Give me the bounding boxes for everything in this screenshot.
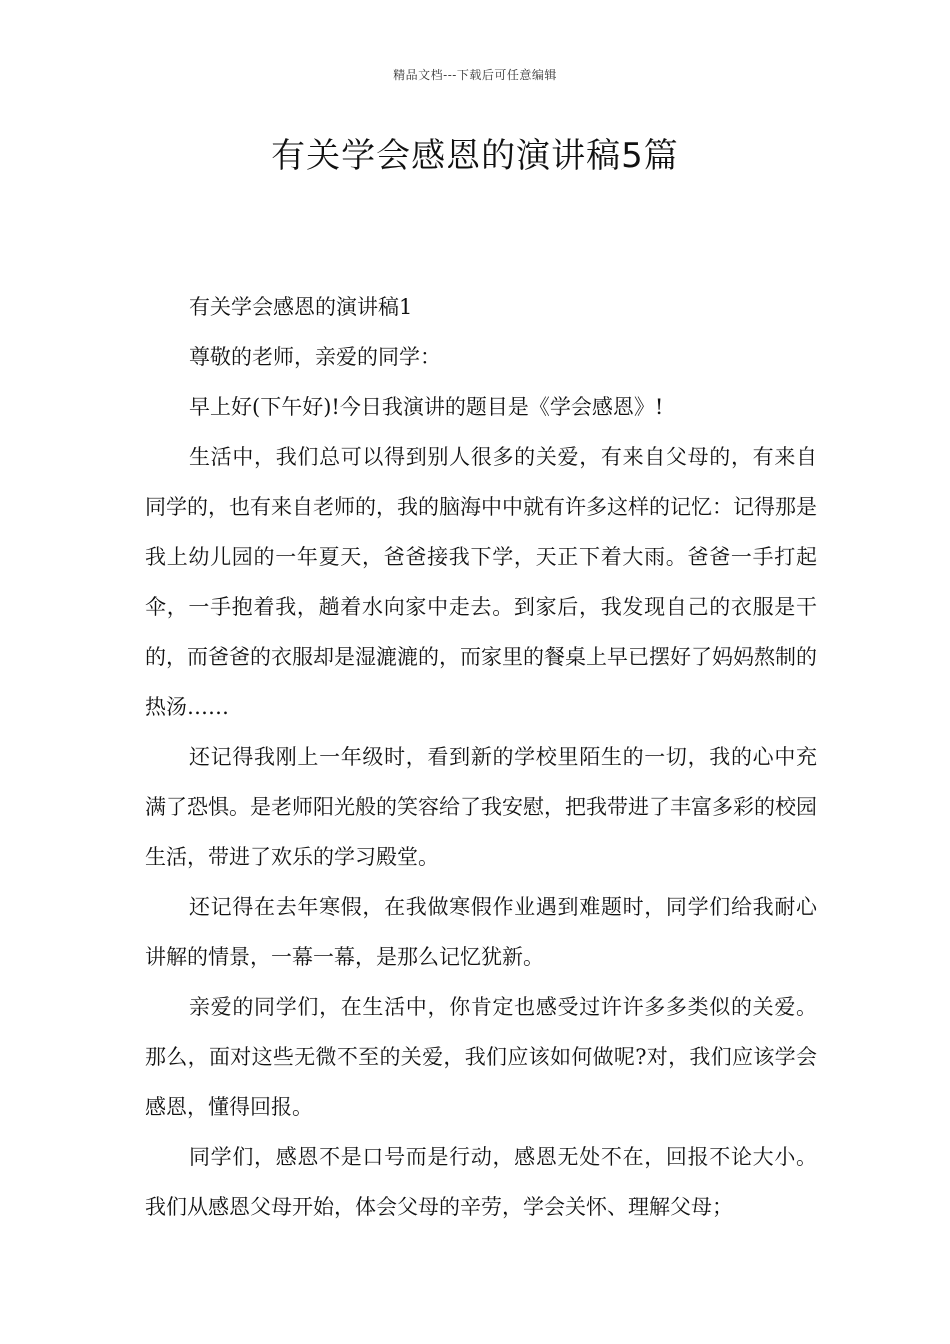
header-note: 精品文档---下载后可任意编辑 (393, 68, 557, 82)
paragraph-body: 生活中，我们总可以得到别人很多的关爱，有来自父母的，有来自同学的，也有来自老师的，我的脑海中中就有许多这样的记忆：记得那是我上幼儿园的一年夏天，爸爸接我下学，天正下着大雨。爸爸一手打起伞，一手抱着我，趟着水向家中走去。到家后，我发现自己的衣服是干的，而爸爸的衣服却是湿漉漉的，而家里的餐桌上早已摆好了妈妈熬制的热汤…… (145, 445, 817, 719)
document-title: 有关学会感恩的演讲稿5篇 (271, 136, 679, 176)
paragraph-body: 还记得在去年寒假，在我做寒假作业遇到难题时，同学们给我耐心讲解的情景，一幕一幕，是那么记忆犹新。 (145, 895, 817, 969)
paragraph-body: 亲爱的同学们，在生活中，你肯定也感受过许许多多类似的关爱。那么，面对这些无微不至的关爱，我们应该如何做呢?对，我们应该学会感恩，懂得回报。 (145, 995, 817, 1119)
paragraph-speech-heading: 有关学会感恩的演讲稿1 (189, 295, 413, 319)
paragraph-body: 还记得我刚上一年级时，看到新的学校里陌生的一切，我的心中充满了恐惧。是老师阳光般的笑容给了我安慰，把我带进了丰富多彩的校园生活，带进了欢乐的学习殿堂。 (145, 745, 817, 869)
paragraph-salutation: 尊敬的老师，亲爱的同学： (189, 345, 441, 369)
paragraph-greeting: 早上好(下午好)!今日我演讲的题目是《学会感恩》! (189, 395, 664, 419)
document-body (145, 282, 817, 1232)
paragraph-body: 同学们，感恩不是口号而是行动，感恩无处不在，回报不论大小。我们从感恩父母开始，体会父母的辛劳，学会关怀、理解父母； (145, 1145, 817, 1219)
